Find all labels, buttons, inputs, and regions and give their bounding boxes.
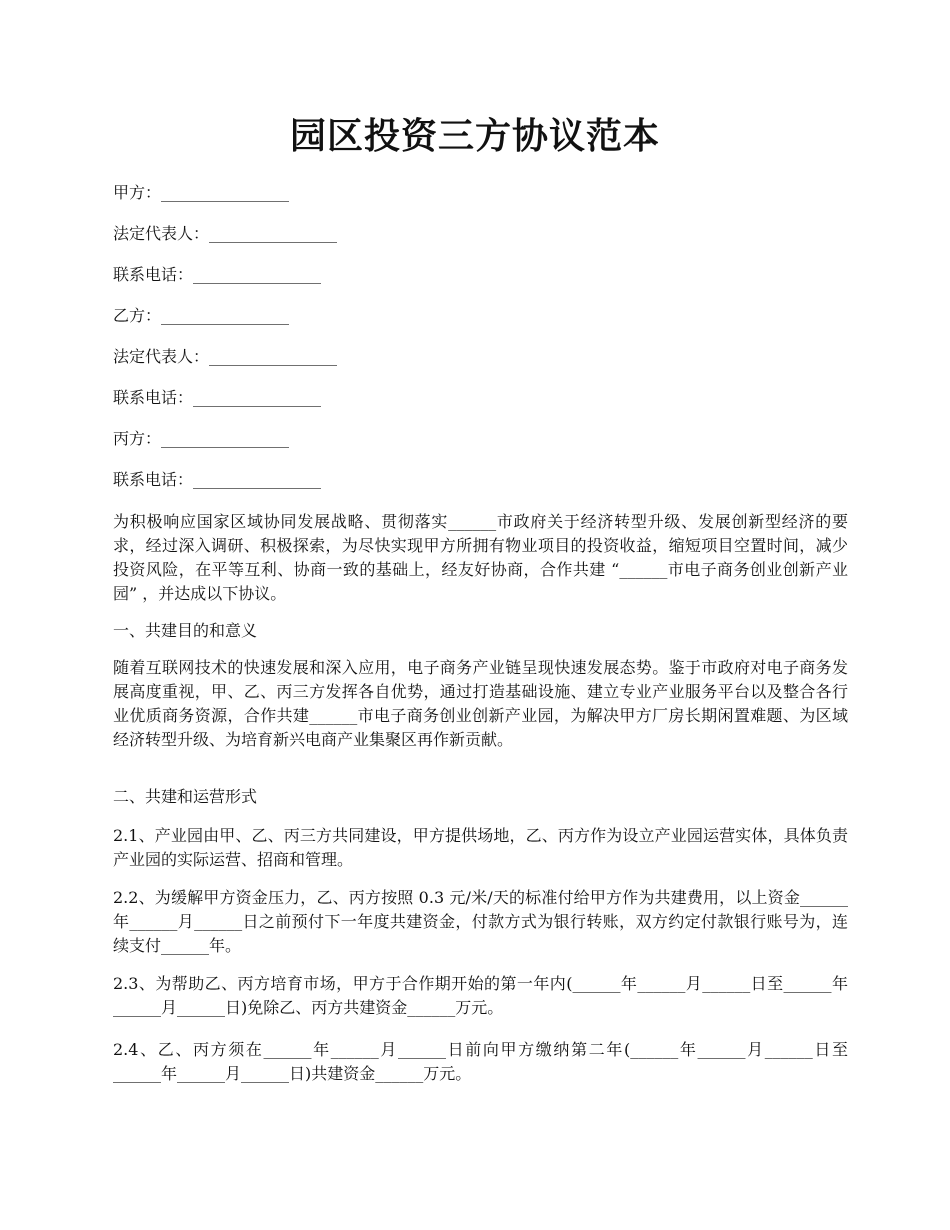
intro-paragraph: 为积极响应国家区域协同发展战略、贯彻落实______市政府关于经济转型升级、发展创新型经济的要求，经过深入调研、积极探索，为尽快实现甲方所拥有物业项目的投资收益，缩短项目空置时间，减少投资风险，在平等互利、协商一致的基础上，经友好协商，合作共建 “______市电子商务创业创新产业园” ，并达成以下协议。 <box>113 512 848 603</box>
party-a-phone-field: 联系电话：________________ <box>113 265 322 284</box>
document-title: 园区投资三方协议范本 <box>289 115 660 157</box>
party-a-representative-field: 法定代表人：________________ <box>113 224 338 243</box>
section-2-heading: 二、共建和运营形式 <box>113 787 258 806</box>
party-b-field: 乙方：________________ <box>113 306 290 325</box>
party-c-phone-field: 联系电话：________________ <box>113 470 322 489</box>
party-b-representative-field: 法定代表人：________________ <box>113 347 338 366</box>
clause-2-1: 2.1、产业园由甲、乙、丙三方共同建设，甲方提供场地，乙、丙方作为设立产业园运营实体，具体负责产业园的实际运营、招商和管理。 <box>113 826 848 869</box>
party-a-field: 甲方：________________ <box>113 183 290 202</box>
section-1-heading: 一、共建目的和意义 <box>113 621 258 640</box>
clause-2-3: 2.3、为帮助乙、丙方培育市场，甲方于合作期开始的第一年内(______年______月______日至______年______月______日)免除乙、丙方共建资金______万元。 <box>113 974 848 1017</box>
party-c-field: 丙方：________________ <box>113 429 290 448</box>
clause-2-4: 2.4、乙、丙方须在______年______月______日前向甲方缴纳第二年(______年______月______日至______年______月______日)共建资金______万元。 <box>113 1040 848 1083</box>
clause-2-2: 2.2、为缓解甲方资金压力，乙、丙方按照 0.3 元/米/天的标准付给甲方作为共建费用，以上资金______年______月______日之前预付下一年度共建资金，付款方式为银行转账，双方约定付款银行账号为，连续支付______年。 <box>113 888 848 955</box>
party-b-phone-field: 联系电话：________________ <box>113 388 322 407</box>
section-1-body: 随着互联网技术的快速发展和深入应用，电子商务产业链呈现快速发展态势。鉴于市政府对电子商务发展高度重视，甲、乙、丙三方发挥各自优势，通过打造基础设施、建立专业产业服务平台以及整合各行业优质商务资源，合作共建______市电子商务创业创新产业园，为解决甲方厂房长期闲置难题、为区域经济转型升级、为培育新兴电商产业集聚区再作新贡献。 <box>113 658 848 749</box>
